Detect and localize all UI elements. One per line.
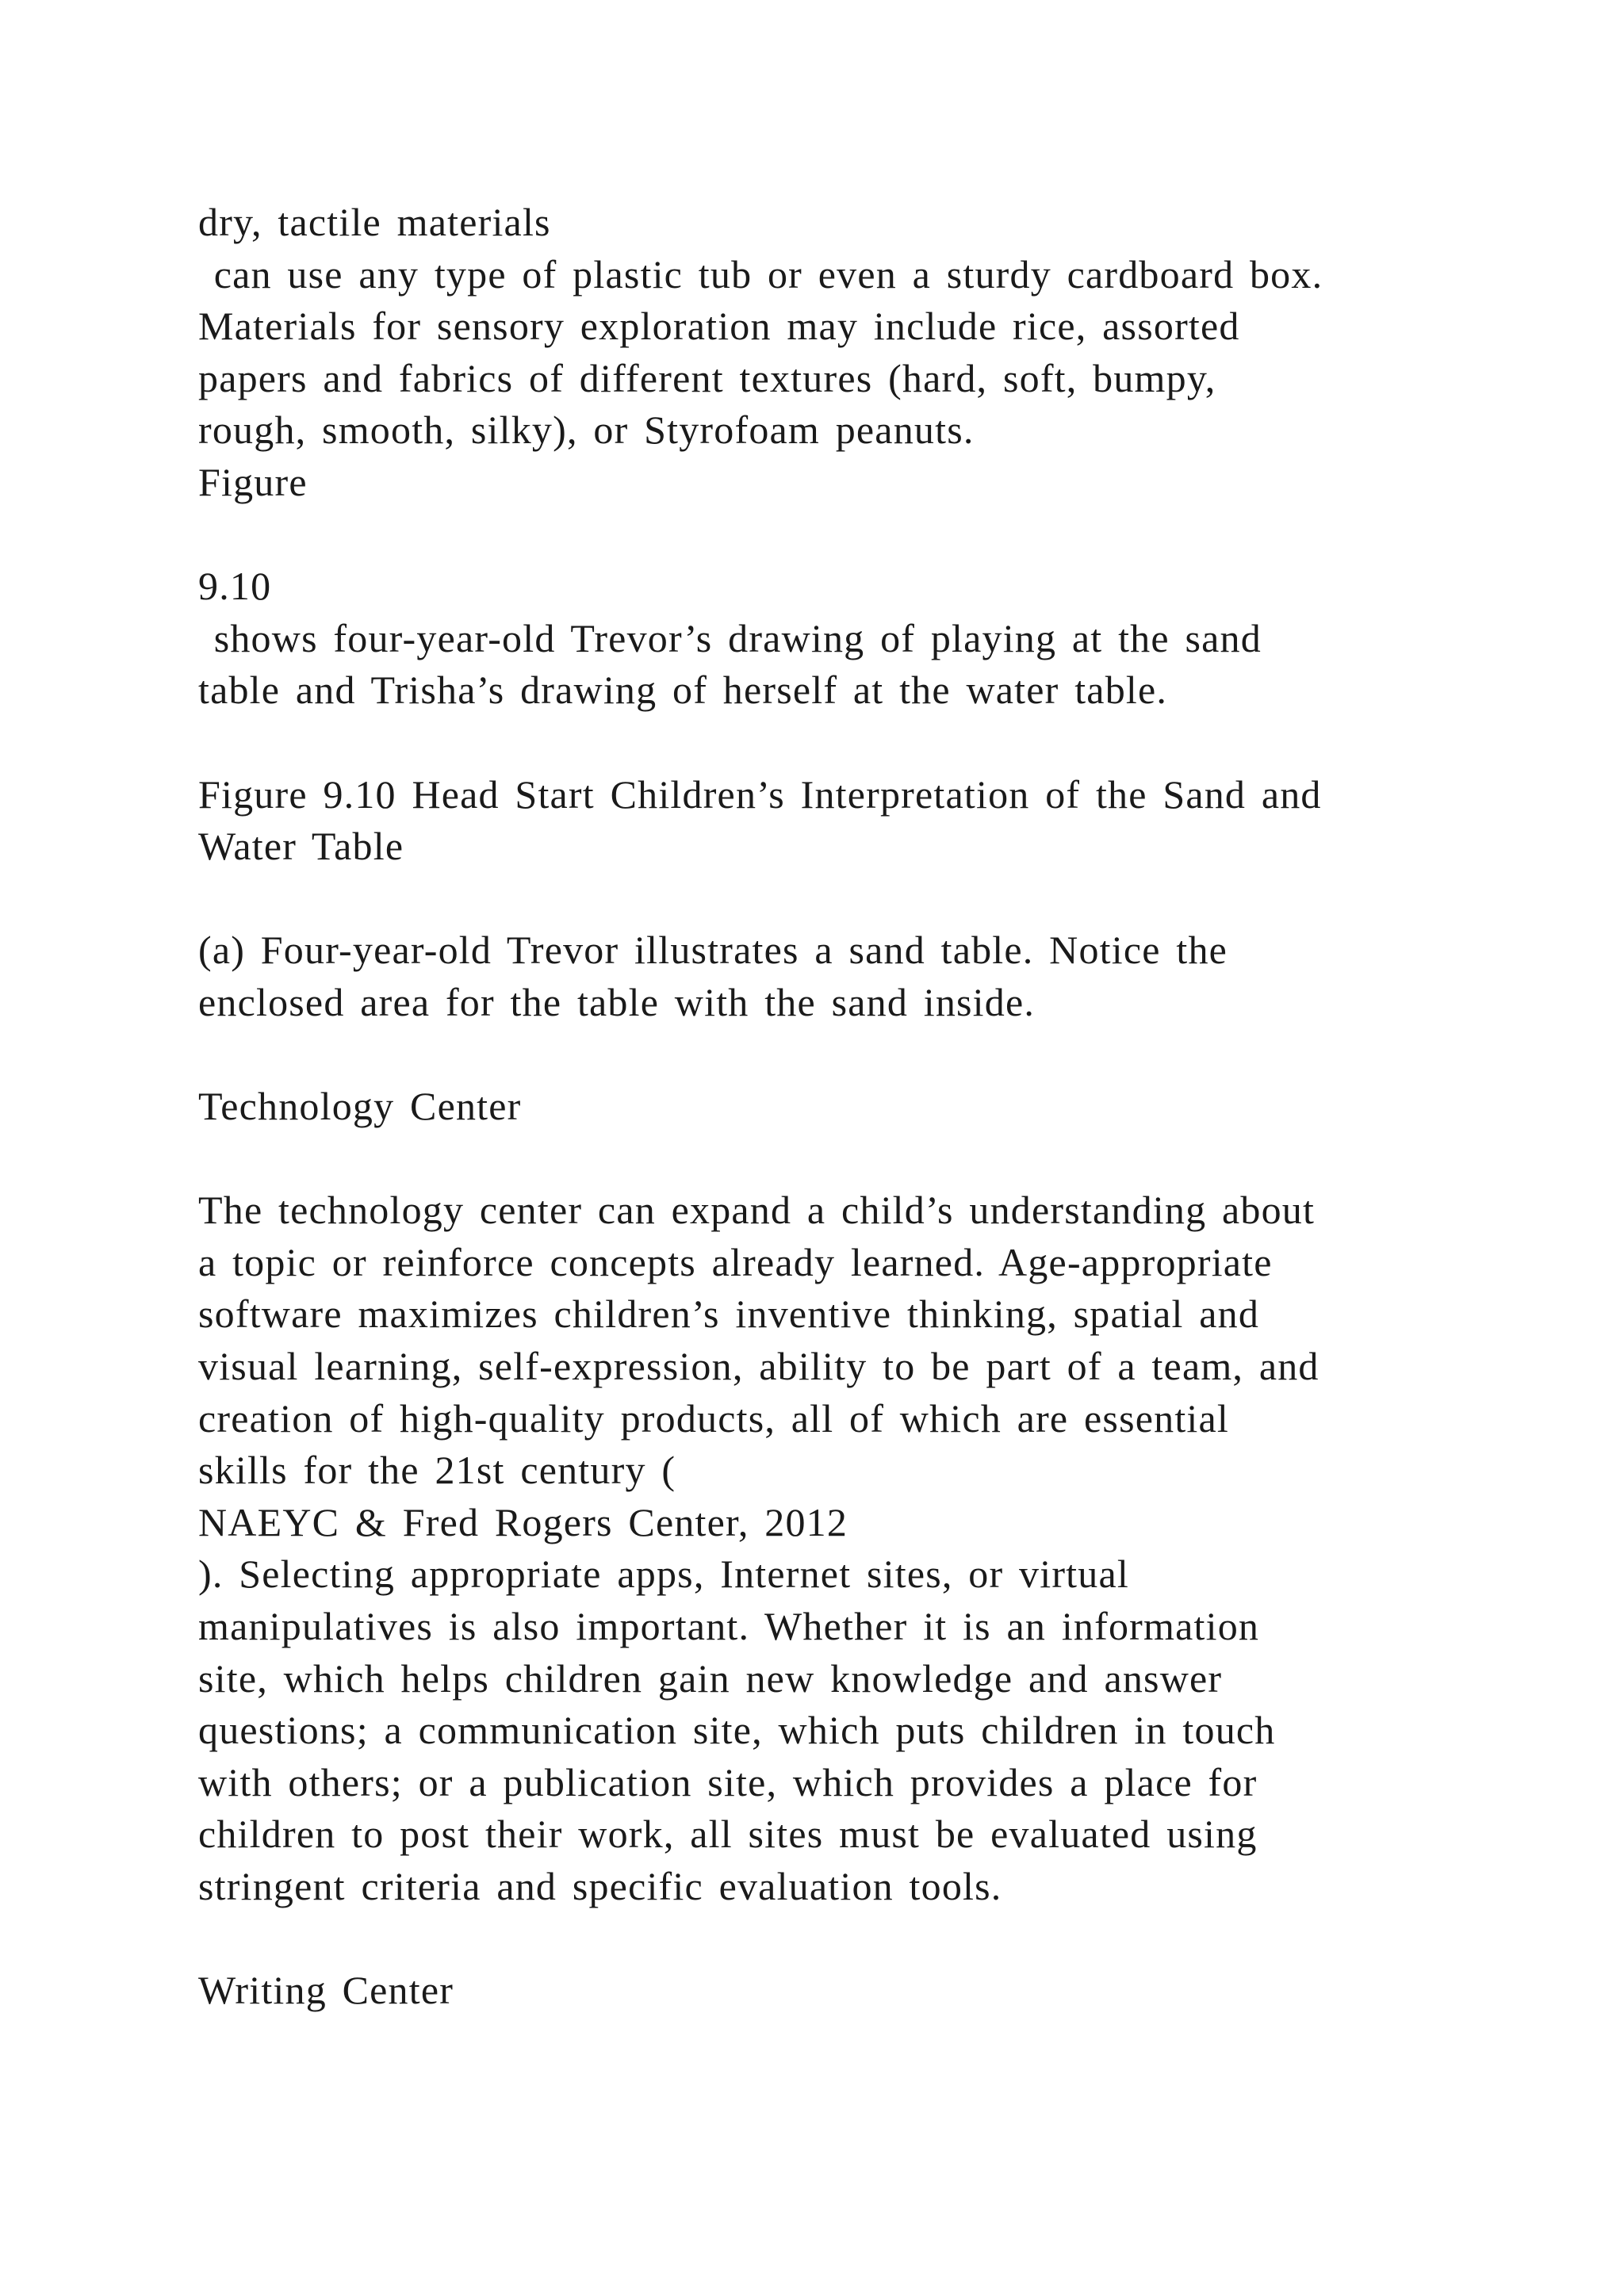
text-line: papers and fabrics of different textures (hard, soft, bumpy, <box>198 355 1216 400</box>
figure-subcaption: (a) Four-year-old Trevor illustrates a sand table. Notice the <box>198 928 1228 973</box>
body-text <box>198 197 1546 2017</box>
text-line: site, which helps children gain new knowledge and answer <box>198 1655 1223 1701</box>
text-line: ). Selecting appropriate apps, Internet sites, or virtual <box>198 1552 1129 1597</box>
text-line: visual learning, self-expression, ability to be part of a team, and <box>198 1344 1320 1389</box>
text-line: with others; or a publication site, which provides a place for <box>198 1759 1258 1804</box>
text-line: software maximizes children’s inventive thinking, spatial and <box>198 1292 1260 1337</box>
text-line: creation of high-quality products, all of which are essential <box>198 1395 1229 1441</box>
figure-caption: Water Table <box>198 824 404 869</box>
text-line: Materials for sensory exploration may include rice, assorted <box>198 304 1240 349</box>
citation: NAEYC & Fred Rogers Center, 2012 <box>198 1499 848 1544</box>
text-line: skills for the 21st century ( <box>198 1448 676 1493</box>
blank-line <box>198 717 1546 769</box>
section-heading-writing-center: Writing Center <box>198 1968 454 2013</box>
blank-line <box>198 873 1546 925</box>
blank-line <box>198 1029 1546 1081</box>
blank-line <box>198 509 1546 561</box>
text-line: questions; a communication site, which puts children in touch <box>198 1708 1276 1753</box>
figure-reference-number: 9.10 <box>198 564 272 609</box>
text-line: dry, tactile materials <box>198 200 551 244</box>
figure-reference-label: Figure <box>198 459 308 504</box>
figure-caption: Figure 9.10 Head Start Children’s Interpretation of the Sand and <box>198 771 1322 817</box>
text-line: table and Trisha’s drawing of herself at the water table. <box>198 668 1168 713</box>
text-line: The technology center can expand a child’s understanding about <box>198 1188 1316 1233</box>
blank-line <box>198 1913 1546 1965</box>
text-line: rough, smooth, silky), or Styrofoam peanuts. <box>198 408 975 453</box>
text-line: children to post their work, all sites must be evaluated using <box>198 1812 1258 1857</box>
text-line: stringent criteria and specific evaluation tools. <box>198 1864 1002 1908</box>
blank-line <box>198 1133 1546 1185</box>
text-line: shows four-year-old Trevor’s drawing of playing at the sand <box>198 615 1262 660</box>
section-heading-technology-center: Technology Center <box>198 1084 522 1129</box>
text-line: manipulatives is also important. Whether it is an information <box>198 1604 1260 1649</box>
text-line: can use any type of plastic tub or even a sturdy cardboard box. <box>198 251 1323 297</box>
text-line: a topic or reinforce concepts already learned. Age-appropriate <box>198 1239 1273 1284</box>
figure-subcaption: enclosed area for the table with the sand inside. <box>198 979 1036 1024</box>
